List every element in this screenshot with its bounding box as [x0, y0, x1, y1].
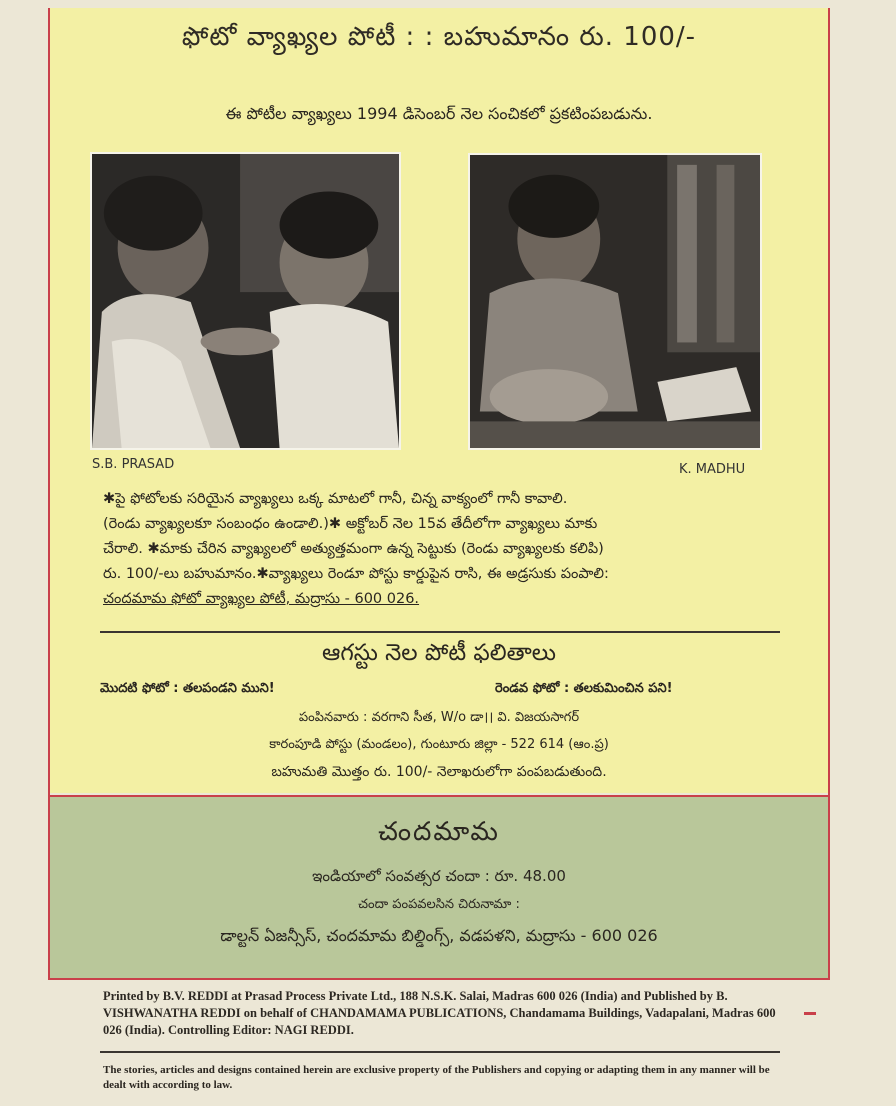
second-photo-caption: రెండవ ఫోటో : తలకుమించిన పని! — [495, 681, 673, 696]
contest-rules — [103, 487, 783, 612]
rule-line: ✱పై ఫోటోలకు సరియైన వ్యాఖ్యలు ఒక్క మాటలో గానీ, చిన్న వాక్యంలో గానీ కావాలి. — [103, 491, 568, 507]
prize-note: బహుమతి మొత్తం రు. 100/- నెలాఖరులోగా పంపబడుతుంది. — [271, 764, 607, 780]
subscription-address: డాల్టన్ ఏజన్సీస్, చందమామ బిల్డింగ్స్, వడపళని, మద్రాసు - 600 026 — [220, 926, 658, 945]
photo-right — [468, 153, 762, 450]
rule-line: చేరాలి. ✱మాకు చేరిన వ్యాఖ్యలలో అత్యుత్తమంగా ఉన్న సెట్టుకు (రెండు వ్యాఖ్యలకు కలిపి) — [103, 541, 604, 557]
winner-address: కారంపూడి పోస్టు (మండలం), గుంటూరు జిల్లా - 522 614 (ఆం.ప్ర) — [269, 737, 609, 752]
red-mark — [804, 1012, 816, 1015]
results-title: ఆగస్టు నెల పోటీ ఫలితాలు — [321, 640, 557, 666]
contest-title: ఫోటో వ్యాఖ్యల పోటీ : : బహుమానం రు. 100/- — [181, 22, 697, 52]
subscription-label: చందా పంపవలసిన చిరునామా : — [358, 897, 520, 912]
announcement: ఈ పోటీల వ్యాఖ్యలు 1994 డిసెంబర్ నెల సంచికలో ప్రకటింపబడును. — [225, 104, 653, 123]
section-divider — [100, 631, 780, 633]
subscription-rate: ఇండియాలో సంవత్సర చందా : రూ. 48.00 — [312, 867, 566, 885]
photo-left — [90, 152, 401, 450]
photo-credit-left: S.B. PRASAD — [92, 457, 175, 472]
rule-line: చందమామ ఫోటో వ్యాఖ్యల పోటీ, మద్రాసు - 600 026. — [103, 591, 420, 607]
magazine-name: చందమామ — [378, 817, 500, 847]
rule-line: రు. 100/-లు బహుమానం.✱వ్యాఖ్యలు రెండూ పోస్టు కార్డుపైన రాసి, ఈ అడ్రసుకు పంపాలి: — [103, 566, 609, 582]
winner-name: పంపినవారు : వరగాని సీత, W/o డా।। వి. విజయసాగర్ — [298, 710, 580, 725]
copyright-notice: The stories, articles and designs contained herein are exclusive property of the Publishers and copying or adapting them in any manner will be dealt with according to law. — [103, 1064, 770, 1091]
first-photo-caption: మొదటి ఫోటో : తలపండని ముని! — [100, 681, 275, 696]
rule-line: (రెండు వ్యాఖ్యలకూ సంబంధం ఉండాలి.)✱ అక్టోబర్ నెల 15వ తేదీలోగా వ్యాఖ్యలు మాకు — [103, 516, 598, 532]
imprint-divider — [100, 1051, 780, 1053]
imprint-text: Printed by B.V. REDDI at Prasad Process Private Ltd., 188 N.S.K. Salai, Madras 600 026 (India) and Published by B. VISHWANATHA REDDI on behalf of CHANDAMAMA PUBLICATIONS, Chandamama Buildings, Vadapalani, Madras 600 026 (India). Controlling Editor: NAGI REDDI. — [103, 989, 776, 1037]
photo-credit-right: K. MADHU — [679, 462, 746, 477]
